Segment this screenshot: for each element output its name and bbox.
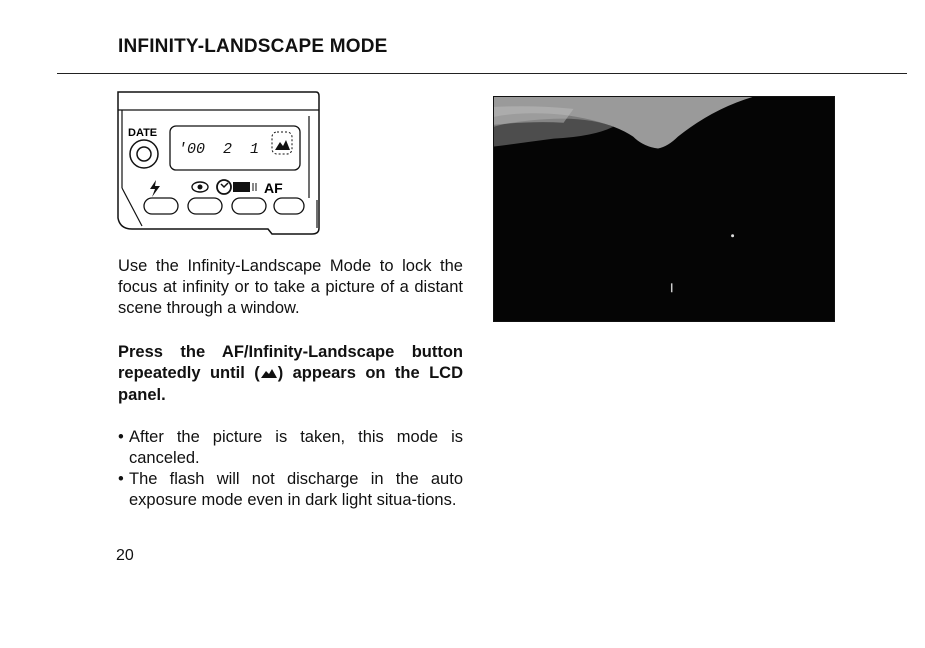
- lcd-af-label: AF: [264, 180, 283, 196]
- instruction-text-after: ) appears on the LCD panel.: [118, 364, 463, 404]
- lcd-date-label: DATE: [128, 127, 158, 139]
- self-timer-icon: [217, 180, 231, 194]
- intro-paragraph: Use the Infinity-Landscape Mode to lock the focus at infinity or to take a picture of a distant scene through a window.: [118, 257, 463, 317]
- flash-icon: [150, 180, 160, 197]
- landscape-mountain-icon: [260, 364, 278, 385]
- bullet-icon: •: [118, 470, 124, 488]
- date-button-icon: [130, 140, 158, 168]
- button-row-icon: [144, 198, 304, 214]
- lcd-date-digits: '00 2 1: [178, 141, 260, 158]
- landscape-mountain-icon: [272, 132, 292, 154]
- note-item: • The flash will not discharge in the auto exposure mode even in dark light situa-tions.: [118, 470, 463, 509]
- landscape-photo: [493, 96, 835, 322]
- instruction-paragraph: [118, 342, 463, 406]
- notes-list: [118, 427, 463, 511]
- instruction-text-before: Press the AF/Infinity-Landscape button repeatedly until (: [118, 343, 463, 382]
- bullet-icon: •: [118, 428, 124, 446]
- page-title: INFINITY-LANDSCAPE MODE: [118, 36, 388, 57]
- page-number: 20: [116, 547, 134, 564]
- header-divider: [57, 73, 907, 74]
- note-item: • After the picture is taken, this mode is canceled.: [118, 428, 463, 467]
- lcd-panel-illustration: [112, 88, 324, 248]
- red-eye-icon: [192, 182, 208, 192]
- battery-icon: [233, 182, 256, 192]
